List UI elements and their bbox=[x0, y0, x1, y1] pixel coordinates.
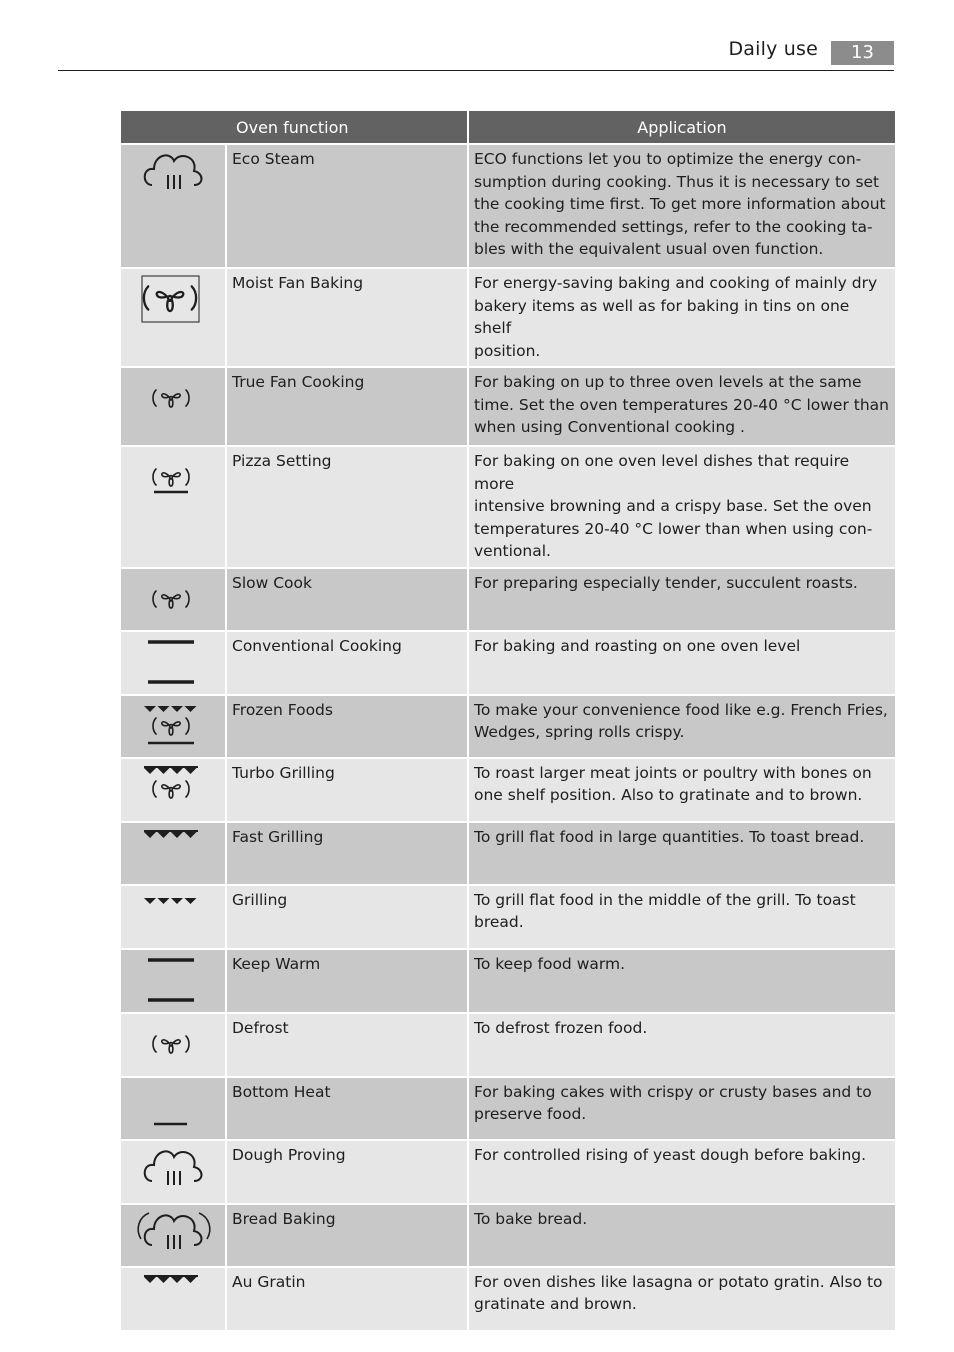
function-application: For energy-saving baking and cooking of mainly dry bakery items as well as for baking in tins on one shelf position. bbox=[467, 269, 895, 368]
grill-fan-bottom-icon bbox=[121, 696, 225, 759]
function-icon-cell bbox=[121, 145, 227, 269]
column-header-application: Application bbox=[467, 111, 895, 145]
top-bottom-heat-icon bbox=[121, 632, 225, 696]
function-name: Fast Grilling bbox=[227, 823, 467, 886]
function-icon-cell bbox=[121, 759, 227, 823]
table-row bbox=[121, 1205, 895, 1268]
function-name: Pizza Setting bbox=[227, 447, 467, 569]
header-rule bbox=[58, 70, 894, 71]
table-row bbox=[121, 886, 895, 950]
double-grill-icon bbox=[121, 823, 225, 886]
function-application: For preparing especially tender, succulent roasts. bbox=[467, 569, 895, 632]
function-name: Au Gratin bbox=[227, 1268, 467, 1332]
function-application: To grill flat food in the middle of the grill. To toast bread. bbox=[467, 886, 895, 950]
table-row bbox=[121, 269, 895, 368]
function-name: Dough Proving bbox=[227, 1141, 467, 1205]
function-name: Grilling bbox=[227, 886, 467, 950]
function-application: To make your convenience food like e.g. French Fries, Wedges, spring rolls crispy. bbox=[467, 696, 895, 759]
function-name: Bread Baking bbox=[227, 1205, 467, 1268]
double-grill-icon bbox=[121, 1268, 225, 1332]
function-icon-cell bbox=[121, 1205, 227, 1268]
function-icon-cell bbox=[121, 1014, 227, 1078]
function-application: For baking on one oven level dishes that require more intensive browning and a crispy base. Set the oven temperatures 20-40 °C lower than when using con- ventional. bbox=[467, 447, 895, 569]
page-number: 13 bbox=[831, 41, 894, 65]
steam-cloud-icon bbox=[121, 1141, 225, 1205]
table-row bbox=[121, 950, 895, 1014]
function-name: Keep Warm bbox=[227, 950, 467, 1014]
function-application: To bake bread. bbox=[467, 1205, 895, 1268]
table-row bbox=[121, 1078, 895, 1141]
fan-bottom-heat-icon bbox=[121, 447, 225, 549]
grill-icon bbox=[121, 886, 225, 950]
double-grill-fan-icon bbox=[121, 759, 225, 823]
function-icon-cell bbox=[121, 269, 227, 368]
function-icon-cell bbox=[121, 696, 227, 759]
function-icon-cell bbox=[121, 447, 227, 569]
oven-functions-table bbox=[121, 111, 895, 1332]
steam-cloud-heat-icon bbox=[121, 1205, 225, 1268]
function-application: For baking and roasting on one oven level bbox=[467, 632, 895, 696]
table-row bbox=[121, 823, 895, 886]
function-name: Slow Cook bbox=[227, 569, 467, 632]
table-row bbox=[121, 759, 895, 823]
fan-icon bbox=[121, 368, 225, 447]
function-icon-cell bbox=[121, 886, 227, 950]
table-row bbox=[121, 447, 895, 569]
table-row bbox=[121, 368, 895, 447]
function-name: Moist Fan Baking bbox=[227, 269, 467, 368]
table-row bbox=[121, 569, 895, 632]
function-name: Defrost bbox=[227, 1014, 467, 1078]
function-icon-cell bbox=[121, 1141, 227, 1205]
column-header-oven-function: Oven function bbox=[121, 111, 467, 145]
function-application: For oven dishes like lasagna or potato gratin. Also to gratinate and brown. bbox=[467, 1268, 895, 1332]
function-name: Eco Steam bbox=[227, 145, 467, 269]
function-icon-cell bbox=[121, 1268, 227, 1332]
table-header-row bbox=[121, 111, 895, 145]
function-application: ECO functions let you to optimize the energy con- sumption during cooking. Thus it is necessary to set the cooking time first. To get more information about the recommended settings, refer to the cooking ta- bles with the equivalent usual oven function. bbox=[467, 145, 895, 269]
table-row bbox=[121, 1014, 895, 1078]
table-row bbox=[121, 1268, 895, 1332]
function-application: For baking on up to three oven levels at the same time. Set the oven temperatures 20-40 °C lower than when using Conventional cooking . bbox=[467, 368, 895, 447]
function-application: To grill flat food in large quantities. To toast bread. bbox=[467, 823, 895, 886]
function-name: Conventional Cooking bbox=[227, 632, 467, 696]
function-name: Turbo Grilling bbox=[227, 759, 467, 823]
function-name: True Fan Cooking bbox=[227, 368, 467, 447]
function-application: For controlled rising of yeast dough before baking. bbox=[467, 1141, 895, 1205]
function-icon-cell bbox=[121, 823, 227, 886]
function-icon-cell bbox=[121, 368, 227, 447]
function-icon-cell bbox=[121, 950, 227, 1014]
section-title: Daily use bbox=[728, 38, 818, 60]
function-name: Frozen Foods bbox=[227, 696, 467, 759]
function-application: For baking cakes with crispy or crusty bases and to preserve food. bbox=[467, 1078, 895, 1141]
function-application: To roast larger meat joints or poultry with bones on one shelf position. Also to gratinate and to brown. bbox=[467, 759, 895, 823]
fan-framed-icon bbox=[121, 269, 225, 348]
function-icon-cell bbox=[121, 632, 227, 696]
table-row bbox=[121, 1141, 895, 1205]
bottom-heat-icon bbox=[121, 1078, 225, 1141]
function-icon-cell bbox=[121, 569, 227, 632]
function-icon-cell bbox=[121, 1078, 227, 1141]
function-application: To defrost frozen food. bbox=[467, 1014, 895, 1078]
function-application: To keep food warm. bbox=[467, 950, 895, 1014]
fan-icon bbox=[121, 569, 225, 632]
function-name: Bottom Heat bbox=[227, 1078, 467, 1141]
table-row bbox=[121, 696, 895, 759]
table-row bbox=[121, 632, 895, 696]
steam-cloud-icon bbox=[121, 145, 225, 269]
fan-icon bbox=[121, 1014, 225, 1078]
top-bottom-heat-icon bbox=[121, 950, 225, 1014]
table-row bbox=[121, 145, 895, 269]
